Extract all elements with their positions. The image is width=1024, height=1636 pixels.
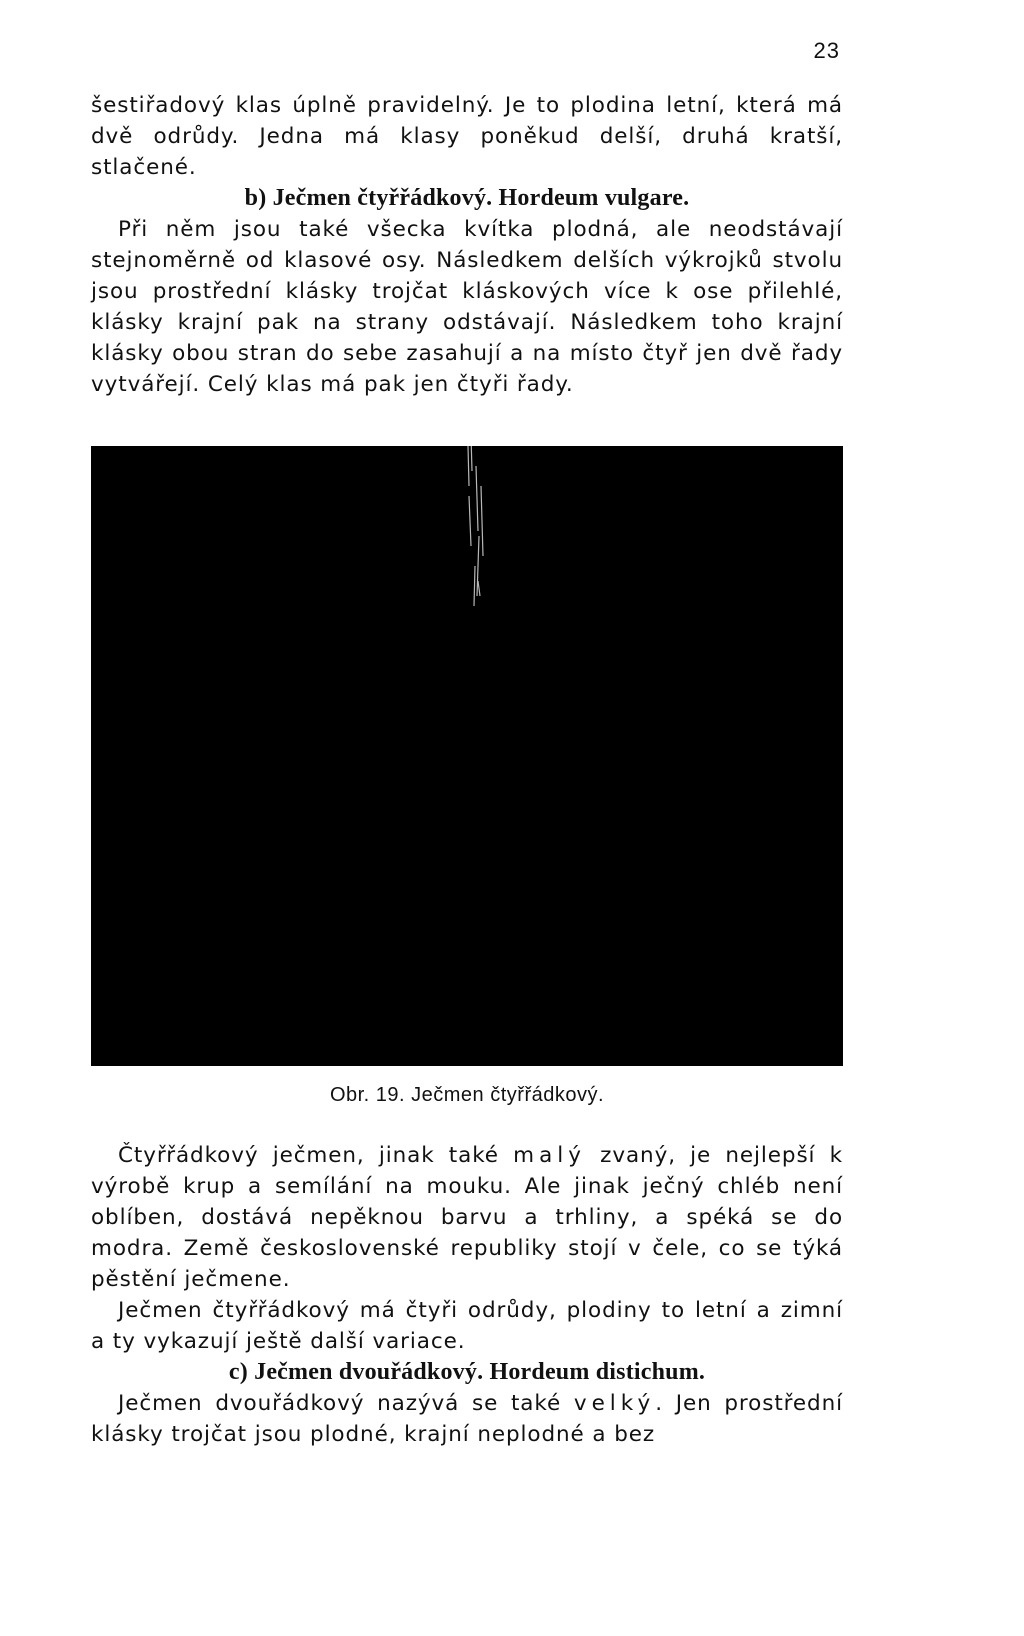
emphasis-velky: velký	[573, 1391, 656, 1416]
text-block-bottom	[91, 1140, 843, 1450]
emphasis-maly: malý	[513, 1143, 586, 1168]
section-heading-b: b) Ječmen čtyřřádkový. Hordeum vulgare.	[244, 185, 690, 211]
paragraph-continuation: šestiřadový klas úplně pravidelný. Je to plodina letní, která má dvě odrůdy. Jedna má klasy poněkud delší, druhá kratší, stlačené.	[91, 93, 843, 180]
section-heading-c: c) Ječmen dvouřádkový. Hordeum distichum.	[228, 1359, 706, 1385]
para-5-part-b: . Jen prostřední klásky trojčat jsou plodné, krajní neplodné a bez	[91, 1391, 843, 1447]
para-5-part-a: Ječmen dvouřádkový nazývá se také	[118, 1391, 562, 1416]
paragraph-four-row-uses	[91, 1140, 843, 1295]
paragraph-two-row-description	[91, 1388, 843, 1450]
paragraph-four-row-description: Při něm jsou také všecka kvítka plodná, ale neodstávají stejnoměrně od klasové osy. Následkem delších výkrojků stvolu jsou prostřední klásky trojčat kláskových více k ose přilehlé, klásky krajní pak na strany odstávají. Následkem toho krajní klásky obou stran do sebe zasahují a na místo čtyř jen dvě řady vytvářejí. Celý klas má pak jen čtyři řady.	[91, 217, 843, 397]
para-3-part-a: Čtyřřádkový ječmen, jinak také	[118, 1143, 499, 1168]
para-3-part-b: zvaný, je nejlepší k výrobě krup a semílání na mouku. Ale jinak ječný chléb není oblíben, dostává nepěknou barvu a trhliny, a spéká se do modra. Země československé republiky stojí v čele, co se týká pěstění ječmene.	[91, 1143, 843, 1292]
figure-caption: Obr. 19. Ječmen čtyřřádkový.	[329, 1084, 605, 1106]
figure-barley-image	[91, 446, 843, 1066]
page-number: 23	[813, 38, 840, 63]
text-block-top	[91, 90, 843, 400]
barley-ear-illustration	[91, 446, 843, 1066]
paragraph-four-row-varieties: Ječmen čtyřřádkový má čtyři odrůdy, plodiny to letní a zimní a ty vykazují ještě další variace.	[91, 1298, 843, 1354]
